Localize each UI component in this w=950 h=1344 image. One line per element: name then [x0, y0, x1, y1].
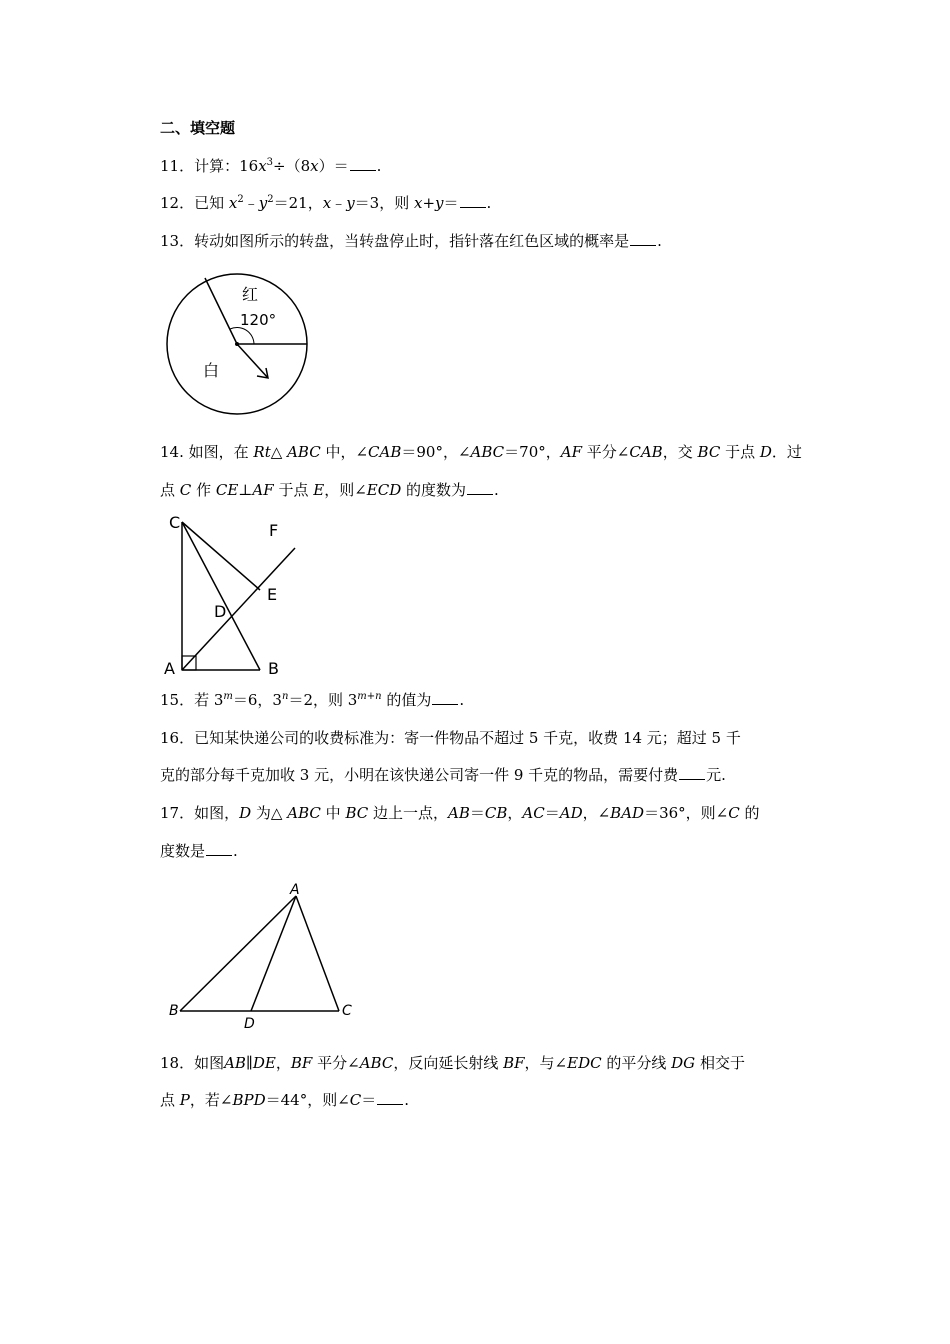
- answer-blank[interactable]: [460, 193, 486, 208]
- answer-blank[interactable]: [206, 841, 232, 856]
- point-D: D: [214, 602, 227, 621]
- question-12: 12．已知 $x^2﹣y^2=21$，x﹣y＝3，则 x+y＝ .: [160, 194, 492, 212]
- divider-line-2: [205, 278, 237, 344]
- question-18-line-2: 点 P，若∠BPD＝44°，则∠C＝ .: [160, 1091, 410, 1109]
- spinner-figure: [160, 272, 320, 432]
- label-white: 白: [203, 361, 220, 380]
- question-14-line-2: 点 C 作 CE⊥AF 于点 E，则∠ECD 的度数为 .: [160, 481, 499, 499]
- question-13: 13．转动如图所示的转盘，当转盘停止时，指针落在红色区域的概率是 .: [160, 232, 662, 250]
- point-E: E: [267, 585, 278, 604]
- segment-AC: [296, 896, 339, 1011]
- question-11: 11．计算：$16x^3\div(8x)=$ .: [160, 157, 382, 175]
- center-dot: [235, 342, 239, 346]
- answer-blank[interactable]: [679, 765, 705, 780]
- section-title: 二、填空题: [160, 119, 236, 137]
- point-F: F: [269, 521, 279, 540]
- label-angle: 120°: [240, 311, 277, 329]
- answer-blank[interactable]: [467, 480, 493, 495]
- question-18-line-1: 18．如图AB∥DE，BF 平分∠ABC，反向延长射线 BF，与∠EDC 的平分线 DG 相交于: [160, 1054, 745, 1072]
- answer-blank[interactable]: [630, 231, 656, 246]
- vertex-B: B: [268, 659, 279, 678]
- question-15: 15．若 $3^m=6$，$3^n=2$，则 $3^{m+n}$ 的值为 .: [160, 691, 465, 709]
- ray-AF: [182, 548, 295, 670]
- segment-AB: [180, 896, 296, 1011]
- question-14-line-1: 14. 如图，在 Rt△ ABC 中，∠CAB＝90°，∠ABC＝70°，AF 平分∠CAB，交 BC 于点 D．过: [160, 443, 802, 461]
- segment-AD: [251, 896, 296, 1011]
- segment-CE: [182, 522, 260, 590]
- point-D: D: [244, 1016, 255, 1032]
- triangle-figure-14: [160, 510, 320, 680]
- segment-CB: [182, 522, 260, 670]
- vertex-A: A: [164, 659, 175, 678]
- answer-blank[interactable]: [432, 690, 458, 705]
- question-16-line-2: 克的部分每千克加收 3 元，小明在该快递公司寄一件 9 千克的物品，需要付费 元.: [160, 766, 726, 784]
- vertex-B: B: [169, 1003, 179, 1019]
- triangle-figure-17: [165, 882, 365, 1032]
- question-16-line-1: 16．已知某快递公司的收费标准为：寄一件物品不超过 5 千克，收费 14 元；超过 5 千: [160, 729, 741, 747]
- answer-blank[interactable]: [377, 1090, 403, 1105]
- vertex-A: A: [290, 882, 300, 898]
- pointer-arrow: [237, 344, 268, 378]
- vertex-C: C: [169, 513, 181, 532]
- answer-blank[interactable]: [350, 156, 376, 171]
- question-17-line-1: 17．如图，D 为△ ABC 中 BC 边上一点，AB＝CB，AC＝AD，∠BAD＝36°，则∠C 的: [160, 804, 760, 822]
- question-17-line-2: 度数是 .: [160, 842, 238, 860]
- label-red: 红: [242, 285, 259, 304]
- vertex-C: C: [342, 1003, 352, 1019]
